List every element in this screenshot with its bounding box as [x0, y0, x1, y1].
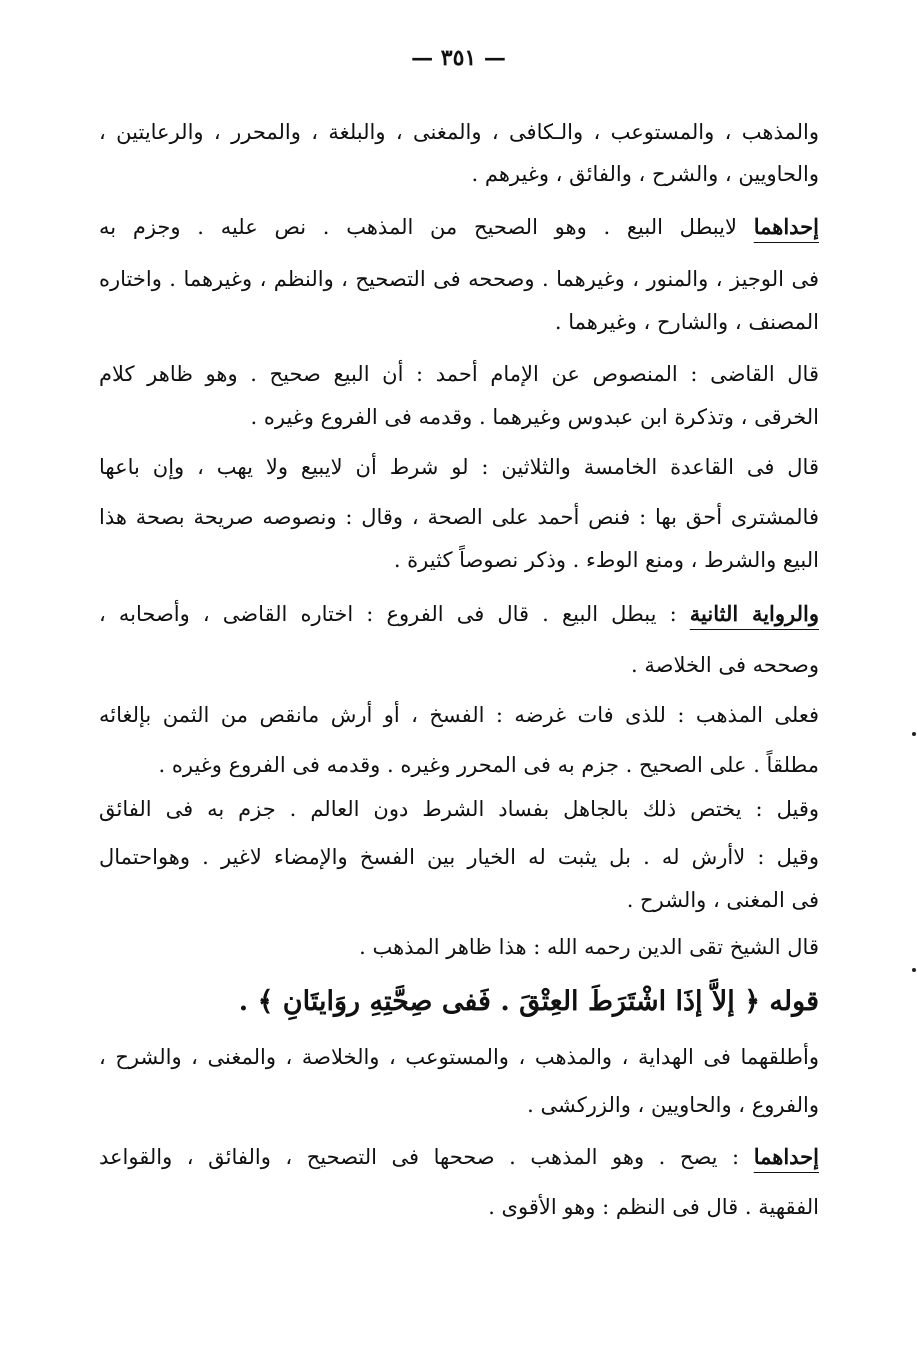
text-line-10: البيع والشرط ، ومنع الوطء . وذكر نصوصاً كثيرة .	[393, 548, 819, 572]
text-line-16: وقيل : لاأرش له . بل يثبت له الخيار بين الفسخ والإمضاء لاغير . وهواحتمال	[99, 845, 819, 869]
text-line-13: فعلى المذهب : للذى فات غرضه : الفسخ ، أو أرش مانقص من الثمن بإلغائه	[99, 703, 819, 727]
text-line-6: قال القاضى : المنصوص عن الإمام أحمد : أن البيع صحيح . وهو ظاهر كلام	[99, 362, 819, 386]
text-line-4: فى الوجيز ، والمنور ، وغيرهما . وصححه فى التصحيح ، والنظم ، وغيرهما . واختاره	[99, 267, 819, 291]
text-line-21	[99, 1140, 819, 1174]
lead-word-second-view: والرواية الثانية	[689, 601, 819, 626]
text-line-18: قال الشيخ تقى الدين رحمه الله : هذا ظاهر المذهب .	[359, 935, 819, 959]
quoted-matn-line: قوله ﴿ إلاَّ إذَا اشْتَرَطَ العِتْقَ . فَفى صِحَّتِهِ روَايتَانِ ﴾ .	[238, 986, 819, 1017]
text-line-17: فى المغنى ، والشرح .	[626, 888, 819, 912]
text-line-5: المصنف ، والشارح ، وغيرهما .	[554, 310, 819, 334]
text-line-11-body: : يبطل البيع . قال فى الفروع : اختاره القاضى ، وأصحابه ،	[99, 602, 677, 626]
margin-dot-upper	[912, 732, 916, 736]
text-line-20: والفروع ، والحاويين ، والزركشى .	[527, 1093, 819, 1117]
text-line-1: والمذهب ، والمستوعب ، والـكافى ، والمغنى ، والبلغة ، والمحرر ، والرعايتين ،	[99, 120, 819, 144]
text-line-21-body: : يصح . وهو المذهب . صححها فى التصحيح ، والفائق ، والقواعد	[99, 1145, 740, 1169]
text-line-7: الخرقى ، وتذكرة ابن عبدوس وغيرهما . وقدمه فى الفروع وغيره .	[250, 405, 819, 429]
text-line-9: فالمشترى أحق بها : فنص أحمد على الصحة ، وقال : ونصوصه صريحة بصحة هذا	[99, 505, 819, 529]
text-line-3-body: لايبطل البيع . وهو الصحيح من المذهب . نص عليه . وجزم به	[99, 215, 737, 239]
text-line-12: وصححه فى الخلاصة .	[631, 653, 819, 677]
text-line-3	[99, 210, 819, 244]
text-line-15: وقيل : يختص ذلك بالجاهل بفساد الشرط دون العالم . جزم به فى الفائق	[99, 797, 819, 821]
text-line-11	[99, 597, 819, 631]
text-line-2: والحاويين ، والشرح ، والفائق ، وغيرهم .	[471, 162, 819, 186]
lead-word-first-view: إحداهما	[753, 214, 819, 239]
text-line-22: الفقهية . قال فى النظم : وهو الأقوى .	[488, 1195, 819, 1219]
text-line-14: مطلقاً . على الصحيح . جزم به فى المحرر وغيره . وقدمه فى الفروع وغيره .	[158, 753, 819, 777]
lead-word-first-view-2: إحداهما	[753, 1144, 819, 1169]
margin-dot-lower	[912, 968, 916, 972]
page-number: — ٣٥١ —	[411, 45, 506, 71]
text-line-19: وأطلقهما فى الهداية ، والمذهب ، والمستوعب ، والخلاصة ، والمغنى ، والشرح ،	[99, 1045, 819, 1069]
text-line-8: قال فى القاعدة الخامسة والثلاثين : لو شرط أن لايبيع ولا يهب ، وإن باعها	[99, 455, 819, 479]
